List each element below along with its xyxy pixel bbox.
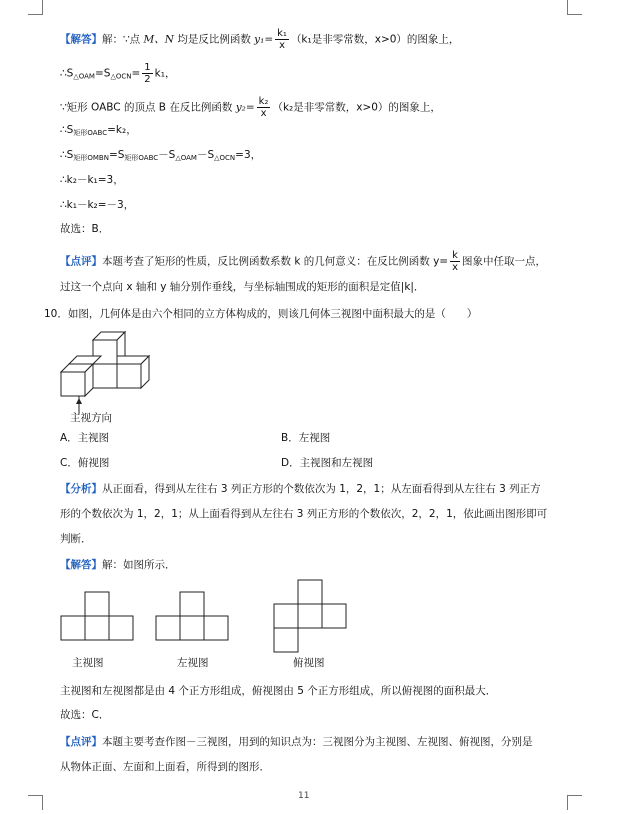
solution-line-1: 【解答】解：∵点 M、N 均是反比例函数 y₁= $\frac{\text{k₁}}{x}$ （k₁是非零常数，x>0）的图象上， (60, 28, 460, 51)
answer-tag: 【解答】 (60, 33, 102, 46)
solution-intro: 【解答】解：如图所示． (60, 559, 176, 571)
comment-tag: 【点评】 (60, 255, 102, 268)
crop-mark-bottom-left (28, 795, 43, 810)
crop-mark-top-left (28, 0, 43, 15)
review-line-2: 从物体正面、左面和上面看，所得到的图形． (60, 761, 270, 773)
page-number: 11 (298, 791, 310, 801)
crop-mark-bottom-right (567, 795, 582, 810)
left-view-drawing (155, 590, 230, 642)
front-view-drawing (60, 590, 135, 642)
analysis-tag: 【分析】 (60, 483, 102, 495)
review-tag: 【点评】 (60, 736, 102, 748)
conclusion-line: 主视图和左视图都是由 4 个正方形组成，俯视图由 5 个正方形组成，所以俯视图的面积最大． (60, 685, 497, 697)
solution-line-5: $\therefore S_{矩形OMBN}=S_{矩形OABC}-S_{\triangle OAM}-S_{\triangle OCN}=3$， (60, 149, 262, 162)
comment-line-2: 过这一个点向 x 轴和 y 轴分别作垂线，与坐标轴围成的矩形的面积是定值|k|． (60, 281, 425, 293)
solution-line-3: ∵矩形 OABC 的顶点 B 在反比例函数 y₂= $\frac{\text{k₂}}{x}$ （k₂是非零常数，x>0）的图象上， (60, 96, 441, 119)
answer-line: 故选：C． (60, 709, 110, 721)
option-c: C．俯视图 (60, 457, 110, 469)
solution-line-7: ∴k₁－k₂=－3， (60, 199, 135, 211)
fraction-k-x: $\frac{k}{x}$ (452, 250, 459, 273)
analysis-line-3: 判断． (60, 533, 92, 545)
left-view-caption: 左视图 (177, 657, 209, 669)
top-view-caption: 俯视图 (293, 657, 325, 669)
option-a: A．主视图 (60, 432, 110, 444)
direction-label: 主视方向 (70, 412, 112, 424)
question-10: 10．如图，几何体是由六个相同的立方体构成的，则该几何体三视图中面积最大的是（ ） (44, 308, 478, 320)
front-view-caption: 主视图 (72, 657, 104, 669)
comment-line-1: 【点评】本题考查了矩形的性质，反比例函数系数 k 的几何意义：在反比例函数 y= $\frac{k}{x}$ 图象中任取一点， (60, 250, 547, 273)
solution-line-4: $\therefore S_{矩形OABC}=k_2$， (60, 124, 137, 137)
analysis-line-1: 【分析】从正面看，得到从左往右 3 列正方形的个数依次为 1，2，1；从左面看得到从左往右 3 列正方 (60, 483, 541, 495)
solution-answer: 故选：B． (60, 223, 110, 235)
option-b: B．左视图 (281, 432, 331, 444)
top-view-drawing (272, 578, 348, 654)
review-line-1: 【点评】本题主要考查作图－三视图，用到的知识点为：三视图分为主视图、左视图、俯视图，分别是 (60, 736, 533, 748)
option-d: D．主视图和左视图 (281, 457, 374, 469)
crop-mark-top-right (567, 0, 582, 15)
answer-tag-2: 【解答】 (60, 559, 102, 571)
analysis-line-2: 形的个数依次为 1，2，1；从上面看得到从左往右 3 列正方形的个数依次，2，2，1，依此画出图形即可 (60, 508, 548, 520)
fraction-one-half: $\frac{1}{2}$ (144, 62, 151, 85)
solution-line-6: ∴k₂－k₁=3， (60, 174, 124, 186)
fraction-k1-x: $\frac{\text{k₁}}{x}$ (277, 28, 287, 51)
solution-line-2: $\therefore S_{\triangle OAM}=S_{\triangle OCN}=$ $\frac{1}{2}$ k₁， (60, 62, 176, 85)
fraction-k2-x: $\frac{\text{k₂}}{x}$ (258, 96, 269, 119)
